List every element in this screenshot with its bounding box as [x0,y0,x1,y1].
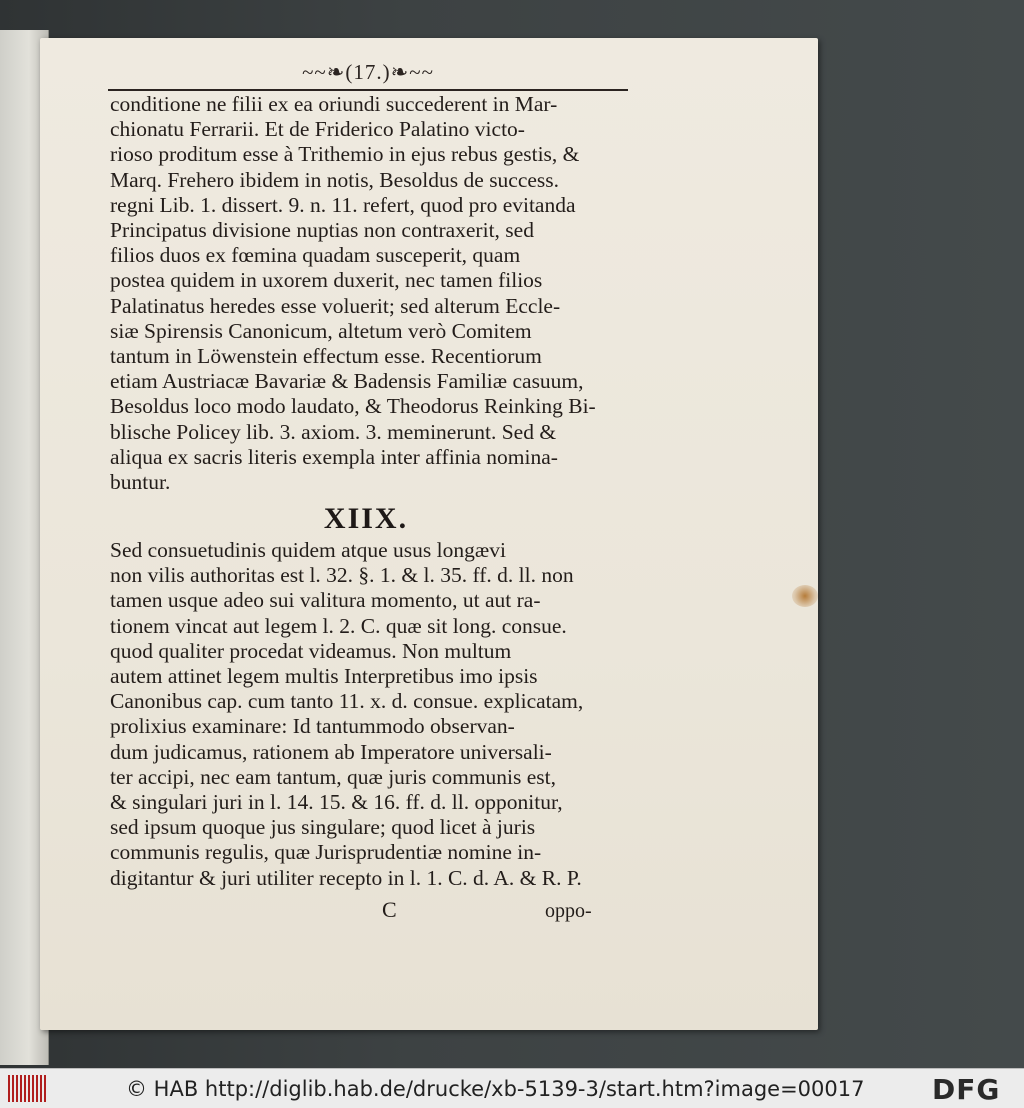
text-line: communis regulis, quæ Jurisprudentiæ nomine in- [110,840,542,865]
section-heading: XIIX. [323,502,409,535]
copyright-link[interactable]: © HAB http://diglib.hab.de/drucke/xb-5139-3/start.htm?image=00017 [126,1077,865,1101]
signature-mark: C [382,897,397,922]
header-rule [108,89,628,91]
page-header: ~~❧(17.)❧~~ [302,60,434,84]
text-line: & singulari juri in l. 14. 15. & 16. ff. d. ll. opponitur, [110,790,563,815]
text-line: prolixius examinare: Id tantummodo observan- [110,714,515,739]
footer-bar [0,1068,1024,1108]
text-line: etiam Austriacæ Bavariæ & Badensis Familiæ casuum, [110,369,584,394]
text-line: quod qualiter procedat videamus. Non multum [110,638,512,663]
paper-stain [792,585,818,607]
text-line: rioso proditum esse à Trithemio in ejus rebus gestis, & [110,142,580,167]
text-line: sed ipsum quoque jus singulare; quod licet à juris [110,815,536,840]
text-line: dum judicamus, rationem ab Imperatore universali- [110,739,552,764]
text-line: Palatinatus heredes esse voluerit; sed alterum Eccle- [110,293,561,318]
catchword: oppo- [545,900,592,922]
text-line: Marq. Frehero ibidem in notis, Besoldus de success. [110,167,560,192]
hab-barcode-icon [8,1075,48,1102]
text-line: buntur. [110,470,171,495]
paragraph-1 [110,92,622,495]
text-line: ter accipi, nec eam tantum, quæ juris communis est, [110,764,557,789]
text-line: digitantur & juri utiliter recepto in l. 1. C. d. A. & R. P. [110,865,582,890]
text-line: siæ Spirensis Canonicum, altetum verò Comitem [110,318,532,343]
text-line: tantum in Löwenstein effectum esse. Recentiorum [110,344,542,369]
text-line: chionatu Ferrarii. Et de Friderico Palatino victo- [110,117,525,142]
text-line: Besoldus loco modo laudato, & Theodorus Reinking Bi- [110,394,596,419]
text-line: filios duos ex fœmina quadam susceperit, quam [110,243,521,268]
paragraph-2 [110,538,622,891]
text-line: Canonibus cap. cum tanto 11. x. d. consue. explicatam, [110,689,584,714]
text-line: tionem vincat aut legem l. 2. C. quæ sit long. consue. [110,613,567,638]
dfg-logo: DFG [932,1073,1001,1106]
text-line: autem attinet legem multis Interpretibus imo ipsis [110,664,538,689]
text-line: conditione ne filii ex ea oriundi succederent in Mar- [110,92,558,116]
text-line: blische Policey lib. 3. axiom. 3. meminerunt. Sed & [110,419,557,444]
text-line: tamen usque adeo sui valitura momento, ut aut ra- [110,588,541,613]
text-line: Principatus divisione nuptias non contraxerit, sed [110,218,534,243]
text-line: Sed consuetudinis quidem atque usus longævi [110,538,506,562]
text-line: non vilis authoritas est l. 32. §. 1. & l. 35. ff. d. ll. non [110,563,574,588]
text-line: postea quidem in uxorem duxerit, nec tamen filios [110,268,543,293]
text-line: aliqua ex sacris literis exempla inter affinia nomina- [110,444,558,469]
text-line: regni Lib. 1. dissert. 9. n. 11. refert, quod pro evitanda [110,192,576,217]
